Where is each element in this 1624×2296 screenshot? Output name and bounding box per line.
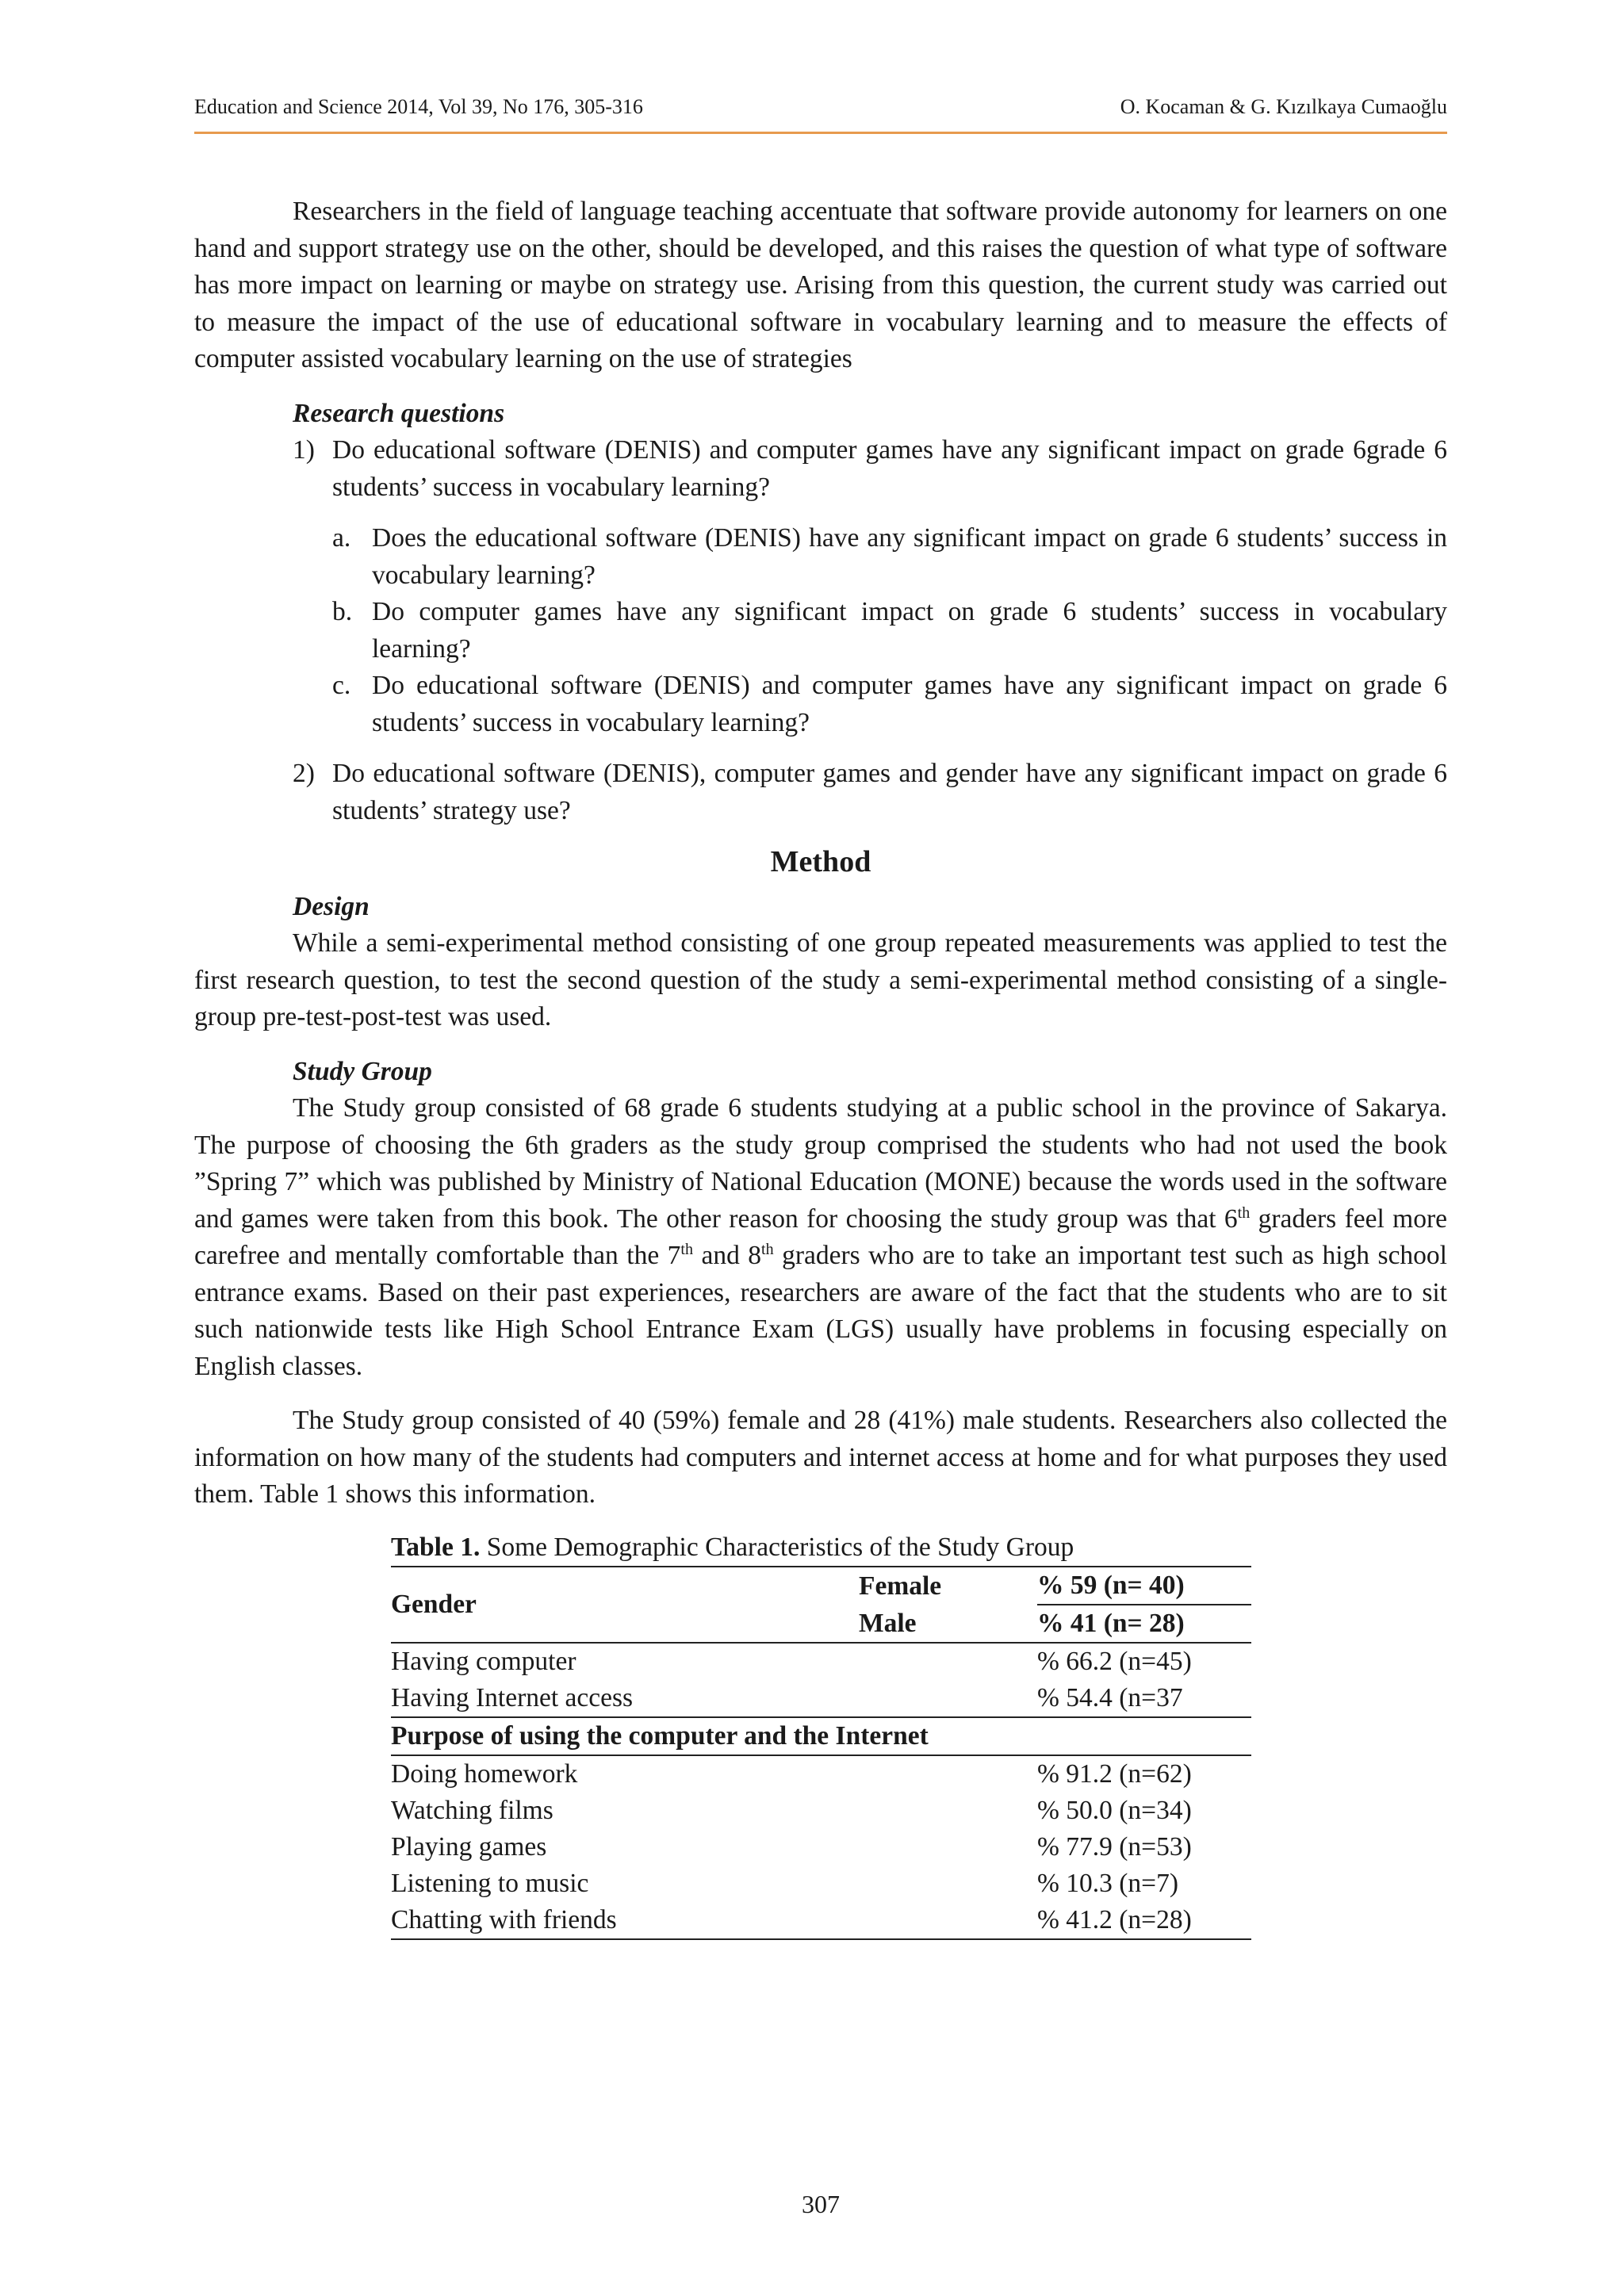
row-label: Playing games xyxy=(391,1832,547,1862)
journal-citation: Education and Science 2014, Vol 39, No 176, 305-316 xyxy=(194,95,643,118)
running-header xyxy=(194,95,1447,119)
table-row xyxy=(391,1717,1251,1755)
research-questions-heading: Research questions xyxy=(293,398,505,428)
table-row xyxy=(391,1755,1251,1793)
purpose-heading: Purpose of using the computer and the Internet xyxy=(391,1717,1251,1755)
design-paragraph: While a semi-experimental method consisting of one group repeated measurements was applied to test the first research question, to test the second question of the study a semi-experimental method consisting of a single-group pre-test-post-test was used. xyxy=(194,928,1447,1031)
male-label: Male xyxy=(859,1608,917,1638)
study-group-heading: Study Group xyxy=(293,1056,432,1086)
question-number: 2) xyxy=(293,759,315,788)
row-value: % 10.3 (n=7) xyxy=(1037,1869,1178,1898)
design-heading: Design xyxy=(293,891,370,921)
row-value: % 50.0 (n=34) xyxy=(1037,1796,1192,1825)
table-row xyxy=(391,1829,1251,1866)
female-label: Female xyxy=(859,1567,1037,1605)
question-number: 1) xyxy=(293,435,315,465)
study-group-composition-paragraph: The Study group consisted of 40 (59%) female and 28 (41%) male students. Researchers also collected the information on how many of the students had computers and internet access at home and for what purposes they used them. Table 1 shows this information. xyxy=(194,1406,1447,1509)
row-label: Chatting with friends xyxy=(391,1902,1037,1939)
sub-question-c xyxy=(332,668,1447,741)
row-label: Having computer xyxy=(391,1643,1037,1680)
research-question-1 xyxy=(293,432,1447,506)
row-value: % 91.2 (n=62) xyxy=(1037,1759,1192,1789)
male-value: % 41 (n= 28) xyxy=(1037,1609,1185,1638)
row-label: Doing homework xyxy=(391,1759,578,1789)
row-label: Watching films xyxy=(391,1796,553,1825)
header-rule xyxy=(194,132,1447,134)
sub-question-text: Do computer games have any significant impact on grade 6 students’ success in vocabulary learning? xyxy=(372,597,1447,664)
table-caption: Table 1. Some Demographic Characteristics of the Study Group xyxy=(391,1532,1074,1562)
sub-question-letter: b. xyxy=(332,597,353,626)
question-text: Do educational software (DENIS), computer games and gender have any significant impact on grade 6 students’ strategy use? xyxy=(332,759,1447,825)
row-value: % 54.4 (n=37 xyxy=(1037,1683,1183,1712)
row-value: % 77.9 (n=53) xyxy=(1037,1832,1192,1862)
question-text: Do educational software (DENIS) and computer games have any significant impact on grade 6grade 6 students’ success in vocabulary learning? xyxy=(332,435,1447,502)
sub-question-text: Do educational software (DENIS) and computer games have any significant impact on grade 6 students’ success in vocabulary learning? xyxy=(372,671,1447,737)
table-row xyxy=(391,1902,1251,1939)
table-row xyxy=(391,1866,1251,1902)
table-row xyxy=(391,1567,1251,1605)
sub-question-a xyxy=(332,520,1447,594)
method-heading: Method xyxy=(770,845,871,878)
research-question-2 xyxy=(293,756,1447,829)
table-row xyxy=(391,1680,1251,1717)
table-row xyxy=(391,1643,1251,1680)
intro-paragraph: Researchers in the field of language teaching accentuate that software provide autonomy for learners on one hand and support strategy use on the other, should be developed, and this raises the question of what type of software has more impact on learning or maybe on strategy use. Arising from this question, the current study was carried out to measure the impact of the use of educational software in vocabulary learning and to measure the effects of computer assisted vocabulary learning on the use of strategies xyxy=(194,197,1447,373)
sub-question-text: Does the educational software (DENIS) have any significant impact on grade 6 students’ success in vocabulary learning? xyxy=(372,523,1447,590)
page-number: 307 xyxy=(802,2190,840,2218)
sub-question-letter: a. xyxy=(332,523,351,553)
sub-question-b xyxy=(332,594,1447,668)
body-text xyxy=(194,193,1447,1940)
female-value: % 59 (n= 40) xyxy=(1037,1567,1251,1605)
row-value: % 66.2 (n=45) xyxy=(1037,1643,1251,1680)
table-row xyxy=(391,1793,1251,1829)
row-value: % 41.2 (n=28) xyxy=(1037,1902,1251,1939)
gender-label: Gender xyxy=(391,1567,859,1643)
sub-question-letter: c. xyxy=(332,671,351,700)
row-label: Listening to music xyxy=(391,1869,589,1898)
row-label: Having Internet access xyxy=(391,1683,634,1712)
study-group-paragraph: The Study group consisted of 68 grade 6 students studying at a public school in the province of Sakarya. The purpose of choosing the 6th graders as the study group comprised the students who had not used the book ”Spring 7” which was published by Ministry of National Education (MONE) because the words used in the software and games were taken from this book. The other reason for choosing the study group was that 6th graders feel more carefree and mentally comfortable than the 7th and 8th graders who are to take an important test such as high school entrance exams. Based on their past experiences, researchers are aware of the fact that the students who are to sit such nationwide tests like High School Entrance Exam (LGS) usually have problems in focusing especially on English classes. xyxy=(194,1093,1447,1381)
authors: O. Kocaman & G. Kızılkaya Cumaoğlu xyxy=(1120,95,1447,118)
demographics-table xyxy=(391,1566,1251,1940)
